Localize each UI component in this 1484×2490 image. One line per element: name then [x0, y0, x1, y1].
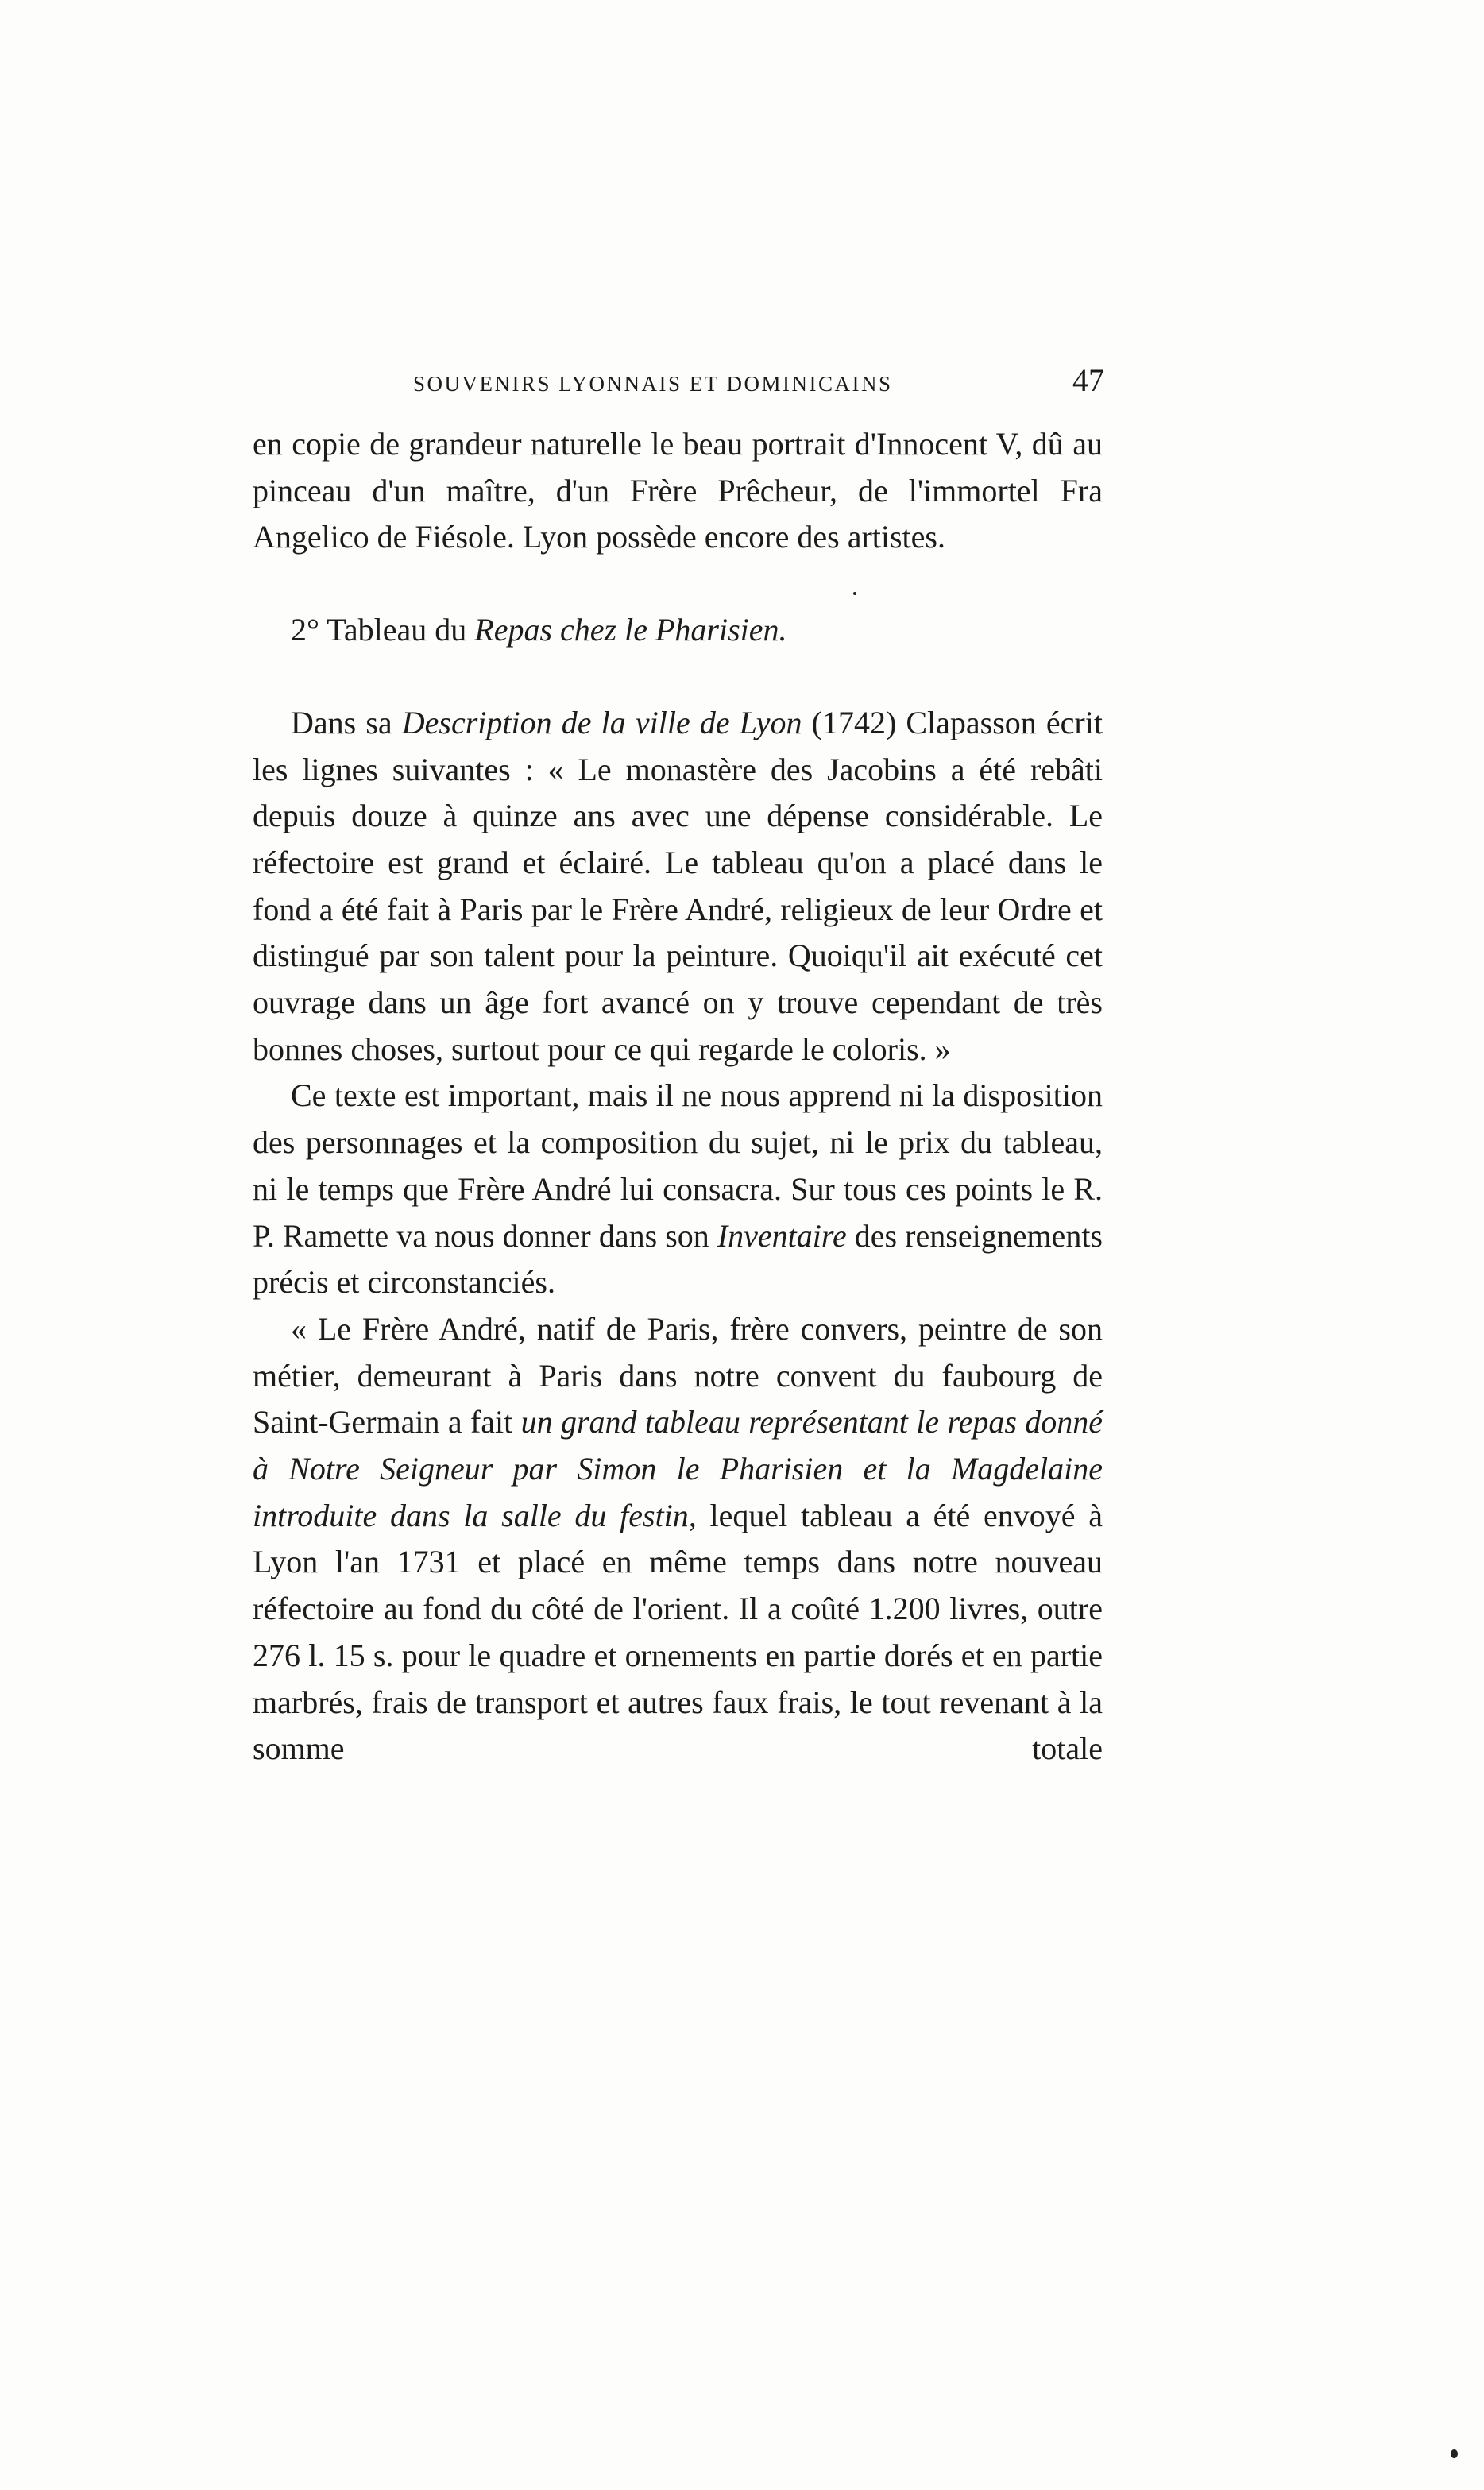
section-heading-prefix: 2° Tableau du — [291, 612, 475, 648]
paragraph-4-rest: des renseignements précis et circonstanciés. — [253, 1217, 1103, 1301]
paragraph-4-italic: Inventaire — [717, 1217, 847, 1254]
paragraph-3-start: Dans sa — [291, 704, 402, 740]
paragraph-3-book-title: Description de la ville de Lyon — [401, 704, 802, 740]
paragraph-5-italic: un grand tableau représentant le repas donné à Notre Seigneur par Simon le Pharisien et la Magdelaine introduite dans la salle du festin, — [253, 1404, 1103, 1533]
paragraph-5-start: « Le Frère André, natif de Paris, frère convers, peintre de son métier, demeurant à Paris dans notre convent du faubourg de Saint-Germain a fait — [253, 1310, 1103, 1440]
paragraph-5 — [253, 1306, 1103, 1773]
page-body — [253, 421, 1103, 1773]
paragraph-5-rest: lequel tableau a été envoyé à Lyon l'an 1731 et placé en même temps dans notre nouveau réfectoire au fond du côté de l'orient. Il a coûté 1.200 livres, outre 276 l. 15 s. pour le quadre et ornements en partie dorés et en partie marbrés, frais de transport et autres faux frais, le tout revenant à la somme totale — [253, 1497, 1103, 1767]
page-number: 47 — [1072, 362, 1104, 398]
page-header — [254, 362, 1104, 399]
running-head: SOUVENIRS LYONNAIS ET DOMINICAINS — [413, 372, 893, 396]
paragraph-3-rest: (1742) Clapasson écrit les lignes suivantes : « Le monastère des Jacobins a été rebâti depuis douze à quinze ans avec une dépense considérable. Le réfectoire est grand et éclairé. Le tableau qu'on a placé dans le fond a été fait à Paris par le Frère André, religieux de leur Ordre et distingué par son talent pour la peinture. Quoiqu'il ait exécuté cet ouvrage dans un âge fort avancé on y trouve cependant de très bonnes choses, surtout pour ce qui regarde le coloris. » — [253, 704, 1103, 1067]
section-heading — [253, 607, 1103, 654]
paragraph-3 — [253, 700, 1103, 1073]
paragraph-1: en copie de grandeur naturelle le beau portrait d'Innocent V, dû au pinceau d'un maître, d'un Frère Prêcheur, de l'immortel Fra Angelico de Fiésole. Lyon possède encore des artistes. — [253, 426, 1103, 555]
paragraph-4-start: Ce texte est important, mais il ne nous apprend ni la disposition des personnages et la composition du sujet, ni le prix du tableau, ni le temps que Frère André lui consacra. Sur tous ces points le R. P. Ramette va nous donner dans son — [253, 1077, 1103, 1254]
print-speck — [853, 592, 856, 595]
paragraph-4 — [253, 1073, 1103, 1306]
print-speck — [1451, 2449, 1458, 2458]
section-heading-title: Repas chez le Pharisien. — [474, 612, 787, 648]
